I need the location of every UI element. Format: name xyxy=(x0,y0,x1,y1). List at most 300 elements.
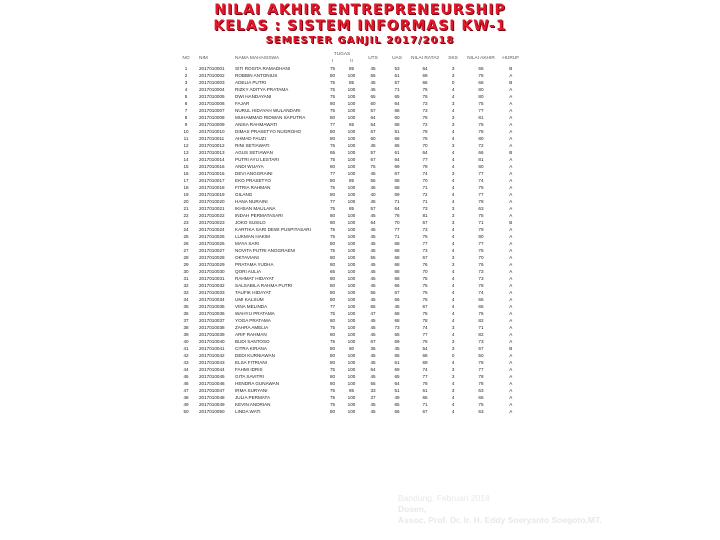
row-nilai-rata: 72 xyxy=(422,192,428,197)
row-huruf: A xyxy=(509,283,513,288)
row-huruf: A xyxy=(509,115,513,120)
col-tugas: TUGAS xyxy=(333,52,351,57)
row-uas: 65 xyxy=(394,143,400,148)
col-nilai-rata: NILAI RATA2 xyxy=(411,55,440,61)
row-tugas-2: 60 xyxy=(348,346,355,351)
row-nilai-rata: 76 xyxy=(422,290,428,295)
row-nilai-akhir: 80 xyxy=(478,234,484,239)
row-nilai-akhir: 75 xyxy=(478,185,484,190)
row-tugas-1: 75 xyxy=(329,108,336,113)
row-sks: 4 xyxy=(451,87,455,92)
row-huruf: A xyxy=(509,157,513,162)
row-tugas-1: 80 xyxy=(329,332,336,337)
row-uas: 69 xyxy=(394,164,400,169)
table-row xyxy=(175,261,525,268)
row-tugas-1: 80 xyxy=(329,192,336,197)
row-nilai-rata: 75 xyxy=(422,276,428,281)
row-uts: 45 xyxy=(370,353,376,358)
row-nilai-rata: 74 xyxy=(422,171,428,176)
row-tugas-1: 77 xyxy=(329,304,336,309)
row-name: TAUFIK HIDAYAT xyxy=(235,290,272,295)
row-sks: 3 xyxy=(451,115,455,120)
row-uts: 45 xyxy=(370,283,376,288)
row-nilai-rata: 75 xyxy=(422,87,428,92)
row-uas: 64 xyxy=(394,381,400,386)
row-uas: 49 xyxy=(394,395,400,400)
row-sks: 3 xyxy=(451,213,455,218)
row-nim: 2017010028 xyxy=(199,255,225,260)
row-huruf: A xyxy=(509,381,513,386)
row-no: 25 xyxy=(183,234,189,239)
row-nilai-rata: 66 xyxy=(422,80,428,85)
row-nilai-rata: 61 xyxy=(422,388,428,393)
title-block xyxy=(0,2,720,48)
row-tugas-1: 80 xyxy=(329,283,336,288)
table-row xyxy=(175,394,525,401)
table-row xyxy=(175,65,525,72)
row-huruf: A xyxy=(509,143,513,148)
row-name: DWI HANDAYANI xyxy=(235,94,272,99)
row-tugas-1: 75 xyxy=(329,388,336,393)
header-row-1 xyxy=(175,51,525,58)
row-uts: 45 xyxy=(370,248,376,253)
row-uts: 33 xyxy=(370,388,376,393)
row-tugas-2: 65 xyxy=(348,122,355,127)
row-name: AGUS SETIAWAN xyxy=(235,150,273,155)
row-no: 28 xyxy=(183,255,189,260)
row-uas: 60 xyxy=(394,115,400,120)
row-sks: 4 xyxy=(451,283,455,288)
row-tugas-1: 75 xyxy=(329,157,336,162)
row-uts: 45 xyxy=(370,374,376,379)
row-no: 41 xyxy=(183,346,189,351)
row-tugas-1: 80 xyxy=(329,178,336,183)
table-row xyxy=(175,268,525,275)
row-nilai-rata: 65 xyxy=(422,395,428,400)
row-uts: 55 xyxy=(370,381,376,386)
row-uas: 69 xyxy=(394,192,400,197)
row-nilai-rata: 78 xyxy=(422,129,428,134)
row-tugas-1: 80 xyxy=(329,318,336,323)
row-nim: 2017010030 xyxy=(199,269,225,274)
row-tugas-2: 100 xyxy=(347,199,356,204)
row-sks: 3 xyxy=(451,66,455,71)
table-row xyxy=(175,142,525,149)
row-nilai-rata: 76 xyxy=(422,297,428,302)
row-uas: 65 xyxy=(394,94,400,99)
table-row xyxy=(175,366,525,373)
row-nilai-rata: 76 xyxy=(422,136,428,141)
row-no: 15 xyxy=(183,164,189,169)
row-name: SITI ROSITA RAMADHANI xyxy=(235,66,291,71)
row-sks: 4 xyxy=(451,178,455,183)
row-nilai-akhir: 80 xyxy=(478,136,484,141)
row-name: IRMA SURYANI xyxy=(235,388,268,393)
col-name: NAMA MAHASISWA xyxy=(235,55,280,61)
row-nilai-akhir: 81 xyxy=(478,115,484,120)
row-no: 12 xyxy=(183,143,189,148)
row-no: 33 xyxy=(183,290,189,295)
table-row xyxy=(175,240,525,247)
row-tugas-1: 80 xyxy=(329,381,336,386)
row-uas: 66 xyxy=(394,283,400,288)
table-row xyxy=(175,86,525,93)
row-tugas-1: 80 xyxy=(329,255,336,260)
table-row xyxy=(175,205,525,212)
table-row xyxy=(175,128,525,135)
row-tugas-2: 100 xyxy=(347,262,356,267)
row-sks: 3 xyxy=(451,367,455,372)
row-uts: 45 xyxy=(370,269,376,274)
row-no: 4 xyxy=(184,87,188,92)
row-huruf: A xyxy=(509,227,513,232)
row-sks: 4 xyxy=(451,94,455,99)
row-nim: 2017010043 xyxy=(199,360,225,365)
row-sks: 4 xyxy=(451,318,455,323)
row-tugas-2: 100 xyxy=(347,129,356,134)
row-uas: 81 xyxy=(394,129,400,134)
row-name: ELSA FITRIANI xyxy=(235,360,267,365)
row-tugas-1: 80 xyxy=(329,220,336,225)
row-no: 46 xyxy=(183,381,189,386)
row-nilai-rata: 54 xyxy=(422,346,428,351)
row-name: DIMAS PRASETYO NUGROHO xyxy=(235,129,302,134)
row-no: 17 xyxy=(183,178,189,183)
row-uts: 64 xyxy=(370,367,376,372)
row-huruf: A xyxy=(509,325,513,330)
row-nilai-akhir: 78 xyxy=(478,360,484,365)
row-uts: 67 xyxy=(370,129,376,134)
row-no: 19 xyxy=(183,192,189,197)
row-huruf: B xyxy=(509,220,513,225)
row-name: MAYA SARI xyxy=(235,241,260,246)
row-no: 26 xyxy=(183,241,189,246)
row-name: JULIA PERMATA xyxy=(235,395,271,400)
row-name: FITRIA RAHMAN xyxy=(235,185,271,190)
row-uts: 45 xyxy=(370,87,376,92)
row-nim: 2017010014 xyxy=(199,157,225,162)
row-nilai-akhir: 77 xyxy=(478,171,484,176)
row-name: WAHYU PRATAMA xyxy=(235,311,275,316)
row-name: DEVI ANGGRAINI xyxy=(235,171,273,176)
table-row xyxy=(175,359,525,366)
row-sks: 4 xyxy=(451,185,455,190)
row-uas: 67 xyxy=(394,290,400,295)
row-name: MUHAMMAD RIDWAN SAPUTRA xyxy=(235,115,306,120)
row-tugas-1: 80 xyxy=(329,164,336,169)
row-huruf: A xyxy=(509,402,513,407)
row-no: 36 xyxy=(183,311,189,316)
table-row xyxy=(175,380,525,387)
row-tugas-1: 65 xyxy=(329,269,336,274)
row-sks: 3 xyxy=(451,325,455,330)
row-tugas-1: 80 xyxy=(329,353,336,358)
row-no: 31 xyxy=(183,276,189,281)
row-nilai-akhir: 76 xyxy=(478,73,484,78)
row-no: 39 xyxy=(183,332,189,337)
row-tugas-1: 75 xyxy=(329,248,336,253)
row-tugas-1: 80 xyxy=(329,276,336,281)
row-tugas-2: 100 xyxy=(347,192,356,197)
row-huruf: A xyxy=(509,94,513,99)
row-huruf: A xyxy=(509,311,513,316)
row-tugas-2: 100 xyxy=(347,297,356,302)
row-nilai-rata: 78 xyxy=(422,381,428,386)
grade-rows xyxy=(175,65,525,415)
row-huruf: A xyxy=(509,241,513,246)
row-uas: 68 xyxy=(394,311,400,316)
row-name: BUDI SANTOSO xyxy=(235,339,270,344)
row-nilai-akhir: 65 xyxy=(478,395,484,400)
row-tugas-1: 80 xyxy=(329,136,336,141)
row-tugas-1: 75 xyxy=(329,94,336,99)
row-nilai-rata: 64 xyxy=(422,66,428,71)
table-row xyxy=(175,121,525,128)
row-huruf: A xyxy=(509,248,513,253)
row-name: ANDI WIJAYA xyxy=(235,164,264,169)
row-nilai-akhir: 80 xyxy=(478,164,484,169)
row-nilai-akhir: 82 xyxy=(478,318,484,323)
signature-place-date: Bandung, Februari 2018 xyxy=(398,493,490,503)
row-uts: 45 xyxy=(370,66,376,71)
row-nilai-akhir: 71 xyxy=(478,220,484,225)
row-nilai-rata: 70 xyxy=(422,269,428,274)
table-row xyxy=(175,184,525,191)
row-nilai-rata: 73 xyxy=(422,108,428,113)
row-uts: 67 xyxy=(370,157,376,162)
row-uts: 45 xyxy=(370,360,376,365)
row-nilai-rata: 77 xyxy=(422,374,428,379)
col-huruf: HURUF xyxy=(502,55,520,61)
row-uts: 45 xyxy=(370,234,376,239)
row-tugas-1: 80 xyxy=(329,374,336,379)
row-tugas-2: 100 xyxy=(347,220,356,225)
row-uts: 45 xyxy=(370,402,376,407)
row-nilai-akhir: 78 xyxy=(478,129,484,134)
row-nilai-akhir: 74 xyxy=(478,178,484,183)
row-huruf: A xyxy=(509,276,513,281)
row-no: 40 xyxy=(183,339,189,344)
row-uas: 71 xyxy=(394,87,400,92)
row-nilai-rata: 81 xyxy=(422,213,428,218)
row-sks: 4 xyxy=(451,332,455,337)
row-tugas-2: 100 xyxy=(347,241,356,246)
row-nilai-akhir: 65 xyxy=(478,297,484,302)
row-name: INDAH PERMATASARI xyxy=(235,213,283,218)
row-nim: 2017010021 xyxy=(199,206,225,211)
row-huruf: A xyxy=(509,164,513,169)
row-nim: 2017010039 xyxy=(199,332,225,337)
row-uts: 45 xyxy=(370,227,376,232)
row-name: JOKO SUSILO xyxy=(235,220,266,225)
table-row xyxy=(175,387,525,394)
row-uts: 45 xyxy=(370,80,376,85)
row-tugas-2: 100 xyxy=(347,171,356,176)
row-tugas-1: 75 xyxy=(329,234,336,239)
row-nim: 2017010020 xyxy=(199,199,225,204)
table-row xyxy=(175,93,525,100)
row-tugas-2: 100 xyxy=(347,115,356,120)
row-name: EKO PRASETYO xyxy=(235,178,271,183)
row-uts: 60 xyxy=(370,136,376,141)
row-tugas-2: 100 xyxy=(347,150,356,155)
table-row xyxy=(175,408,525,415)
row-huruf: A xyxy=(509,290,513,295)
row-huruf: B xyxy=(509,346,513,351)
row-name: DEDI KURNIAWAN xyxy=(235,353,275,358)
row-sks: 3 xyxy=(451,73,455,78)
table-row xyxy=(175,156,525,163)
row-sks: 3 xyxy=(451,374,455,379)
row-nilai-rata: 72 xyxy=(422,122,428,127)
row-tugas-1: 77 xyxy=(329,171,336,176)
row-name: GILANG xyxy=(235,192,253,197)
row-nilai-rata: 75 xyxy=(422,311,428,316)
row-sks: 4 xyxy=(451,402,455,407)
row-sks: 4 xyxy=(451,129,455,134)
row-nilai-rata: 73 xyxy=(422,101,428,106)
row-uas: 68 xyxy=(394,185,400,190)
row-tugas-1: 80 xyxy=(329,241,336,246)
row-uts: 55 xyxy=(370,290,376,295)
row-tugas-1: 65 xyxy=(329,150,336,155)
row-name: OKTAVIANI xyxy=(235,255,259,260)
row-huruf: A xyxy=(509,192,513,197)
table-row xyxy=(175,79,525,86)
row-nim: 2017010012 xyxy=(199,143,225,148)
row-tugas-2: 100 xyxy=(347,360,356,365)
row-tugas-2: 85 xyxy=(348,80,355,85)
row-no: 10 xyxy=(183,129,189,134)
row-nilai-rata: 76 xyxy=(422,94,428,99)
row-uts: 47 xyxy=(370,311,376,316)
row-uts: 37 xyxy=(370,395,376,400)
row-sks: 4 xyxy=(451,108,455,113)
row-tugas-2: 100 xyxy=(347,234,356,239)
row-no: 1 xyxy=(184,66,188,71)
row-name: YOGA PRATAMA xyxy=(235,318,271,323)
row-nim: 2017010045 xyxy=(199,374,225,379)
row-huruf: A xyxy=(509,395,513,400)
row-uas: 71 xyxy=(394,234,400,239)
row-uas: 68 xyxy=(394,269,400,274)
row-uas: 65 xyxy=(394,374,400,379)
row-name: NURUL HIDAYAH WULANDARI xyxy=(235,108,301,113)
row-nilai-akhir: 66 xyxy=(478,150,484,155)
row-no: 14 xyxy=(183,157,189,162)
row-uas: 57 xyxy=(394,80,400,85)
row-tugas-2: 100 xyxy=(347,395,356,400)
row-nilai-rata: 67 xyxy=(422,409,428,414)
row-uts: 45 xyxy=(370,143,376,148)
row-nilai-rata: 74 xyxy=(422,367,428,372)
row-nim: 2017010027 xyxy=(199,248,225,253)
row-huruf: A xyxy=(509,234,513,239)
row-tugas-2: 100 xyxy=(347,157,356,162)
row-sks: 3 xyxy=(451,262,455,267)
row-huruf: A xyxy=(509,339,513,344)
row-uas: 70 xyxy=(394,220,400,225)
row-tugas-1: 80 xyxy=(329,346,336,351)
row-huruf: A xyxy=(509,108,513,113)
row-name: FAJAR xyxy=(235,101,250,106)
row-nim: 2017010035 xyxy=(199,304,225,309)
row-nilai-rata: 71 xyxy=(422,185,428,190)
table-row xyxy=(175,163,525,170)
row-nilai-akhir: 73 xyxy=(478,269,484,274)
row-tugas-2: 100 xyxy=(347,409,356,414)
row-uts: 45 xyxy=(370,213,376,218)
row-name: KEVIN ANDRIAN xyxy=(235,402,271,407)
row-nilai-rata: 77 xyxy=(422,241,428,246)
row-no: 47 xyxy=(183,388,189,393)
row-nim: 2017010034 xyxy=(199,297,225,302)
row-huruf: A xyxy=(509,129,513,134)
row-no: 11 xyxy=(183,136,189,141)
row-nilai-akhir: 75 xyxy=(478,213,484,218)
row-sks: 4 xyxy=(451,192,455,197)
row-nim: 2017010018 xyxy=(199,185,225,190)
row-uas: 68 xyxy=(394,248,400,253)
table-row xyxy=(175,317,525,324)
row-nim: 2017010036 xyxy=(199,311,225,316)
row-nim: 2017010011 xyxy=(199,136,225,141)
row-tugas-1: 75 xyxy=(329,339,336,344)
row-nim: 2017010049 xyxy=(199,402,225,407)
row-name: VINA MELINDA xyxy=(235,304,268,309)
row-nilai-akhir: 63 xyxy=(478,388,484,393)
row-nim: 2017010029 xyxy=(199,262,225,267)
row-tugas-1: 75 xyxy=(329,367,336,372)
title-semester: SEMESTER GANJIL 2017/2018 xyxy=(265,35,455,46)
row-no: 48 xyxy=(183,395,189,400)
row-sks: 4 xyxy=(451,290,455,295)
row-name: CITRA KIRANA xyxy=(235,346,267,351)
row-uts: 45 xyxy=(370,332,376,337)
row-name: GITA SAVITRI xyxy=(235,374,264,379)
row-huruf: A xyxy=(509,185,513,190)
title-class: KELAS : SISTEM INFORMASI KW-1 xyxy=(213,18,507,34)
row-tugas-1: 75 xyxy=(329,402,336,407)
row-nilai-rata: 76 xyxy=(422,115,428,120)
row-uas: 61 xyxy=(394,150,400,155)
row-nim: 2017010031 xyxy=(199,276,225,281)
row-uts: 57 xyxy=(370,108,376,113)
row-tugas-1: 80 xyxy=(329,290,336,295)
row-sks: 4 xyxy=(451,199,455,204)
row-huruf: A xyxy=(509,353,513,358)
row-tugas-1: 75 xyxy=(329,143,336,148)
row-tugas-2: 100 xyxy=(347,353,356,358)
row-nim: 2017010006 xyxy=(199,101,225,106)
row-tugas-2: 100 xyxy=(347,248,356,253)
row-nilai-akhir: 80 xyxy=(478,94,484,99)
row-uas: 68 xyxy=(394,318,400,323)
row-huruf: B xyxy=(509,80,513,85)
row-nilai-rata: 78 xyxy=(422,318,428,323)
row-name: AHMAD FAUZI xyxy=(235,136,266,141)
row-no: 37 xyxy=(183,318,189,323)
row-name: ROBBIN ANTONIUS xyxy=(235,73,278,78)
row-uas: 67 xyxy=(394,171,400,176)
row-uts: 45 xyxy=(370,276,376,281)
row-nim: 2017010040 xyxy=(199,339,225,344)
row-nilai-akhir: 77 xyxy=(478,192,484,197)
row-nilai-rata: 78 xyxy=(422,164,428,169)
row-sks: 4 xyxy=(451,381,455,386)
row-uts: 45 xyxy=(370,199,376,204)
row-tugas-1: 75 xyxy=(329,227,336,232)
